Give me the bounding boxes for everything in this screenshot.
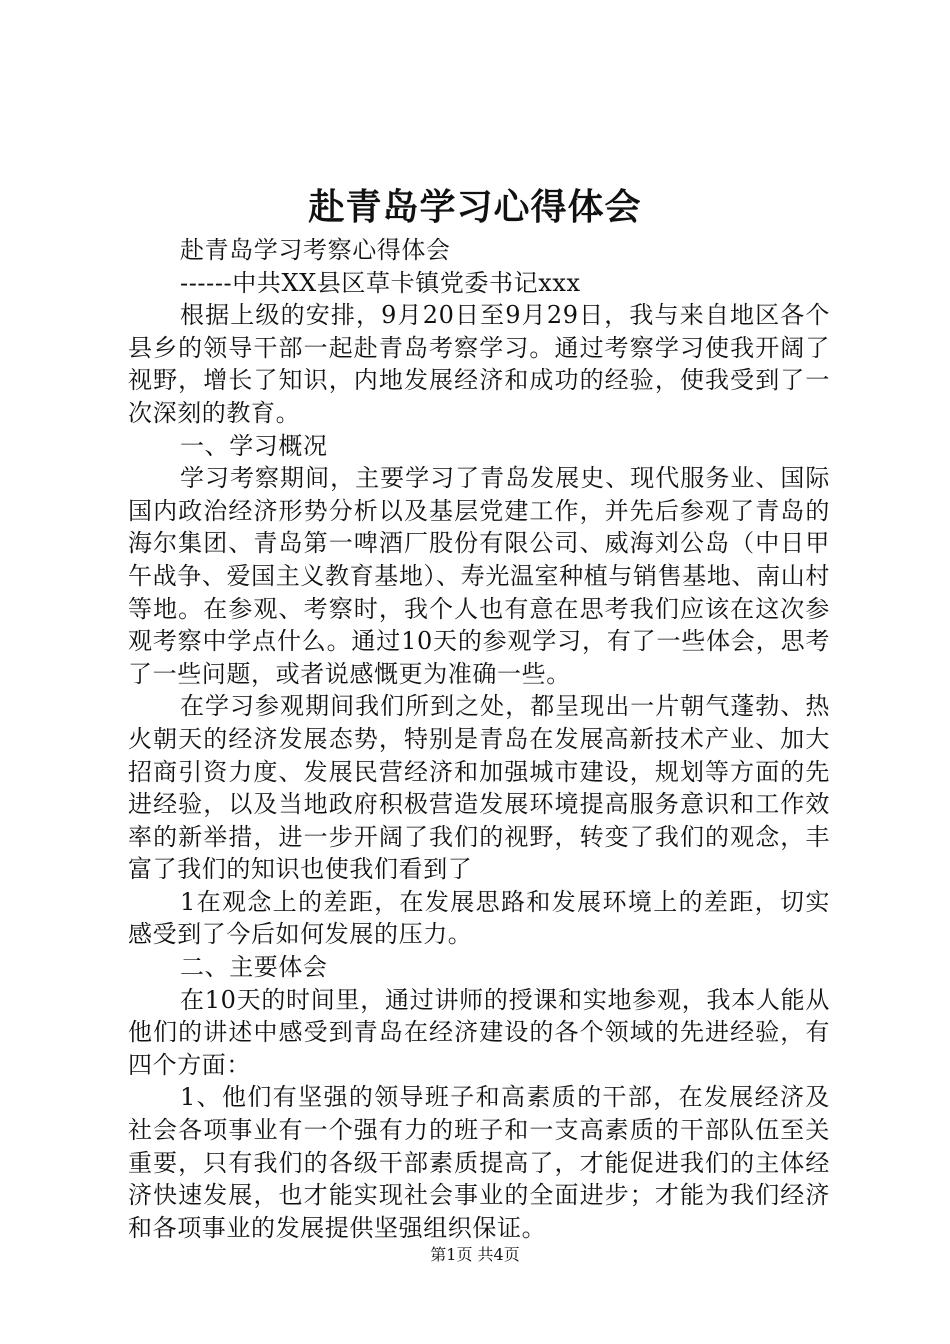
insight-point-1: 1、他们有坚强的领导班子和高素质的干部，在发展经济及社会各项事业有一个强有力的班子和一支高素质的干部队伍至关重要，只有我们的各级干部素质提高了，才能促进我们的主体经济快速发展，也才能实现社会事业的全面进步；才能为我们经济和各项事业的发展提供坚强组织保证。 — [128, 1083, 830, 1242]
section-heading-overview: 一、学习概况 — [180, 431, 328, 460]
document-body — [128, 234, 830, 1244]
observation-paragraph: 在学习参观期间我们所到之处，都呈现出一片朝气蓬勃、热火朝天的经济发展态势，特别是青岛在发展高新技术产业、加大招商引资力度、发展民营经济和加强城市建设，规划等方面的先进经验，以及当地政府积极营造发展环境提高服务意识和工作效率的新举措，进一步开阔了我们的视野，转变了我们的观念，丰富了我们的知识也使我们看到了 — [128, 692, 830, 884]
subtitle: 赴青岛学习考察心得体会 — [180, 236, 451, 264]
overview-paragraph: 学习考察期间，主要学习了青岛发展史、现代服务业、国际国内政治经济形势分析以及基层党建工作，并先后参观了青岛的海尔集团、青岛第一啤酒厂股份有限公司、威海刘公岛（中日甲午战争、爱国主义教育基地）、寿光温室种植与销售基地、南山村等地。在参观、考察时，我个人也有意在思考我们应该在这次参观考察中学点什么。通过10天的参观学习，有了一些体会，思考了一些问题，或者说感慨更为准确一些。 — [128, 464, 830, 688]
document-title: 赴青岛学习心得体会 — [308, 187, 642, 228]
gap-paragraph: 1在观念上的差距，在发展思路和发展环境上的差距，切实感受到了今后如何发展的压力。 — [128, 887, 830, 949]
author-line: ------中共XX县区草卡镇党委书记xxx — [180, 268, 581, 297]
intro-paragraph: 根据上级的安排，9月20日至9月29日，我与来自地区各个县乡的领导干部一起赴青岛考察学习。通过考察学习使我开阔了视野，增长了知识，内地发展经济和成功的经验，使我受到了一次深刻的教育。 — [128, 301, 830, 427]
insights-intro-paragraph: 在10天的时间里，通过讲师的授课和实地参观，我本人能从他们的讲述中感受到青岛在经济建设的各个领域的先进经验，有四个方面： — [128, 985, 830, 1079]
section-heading-insights: 二、主要体会 — [180, 953, 328, 982]
page-footer: 第1页 共4页 — [430, 1245, 520, 1264]
